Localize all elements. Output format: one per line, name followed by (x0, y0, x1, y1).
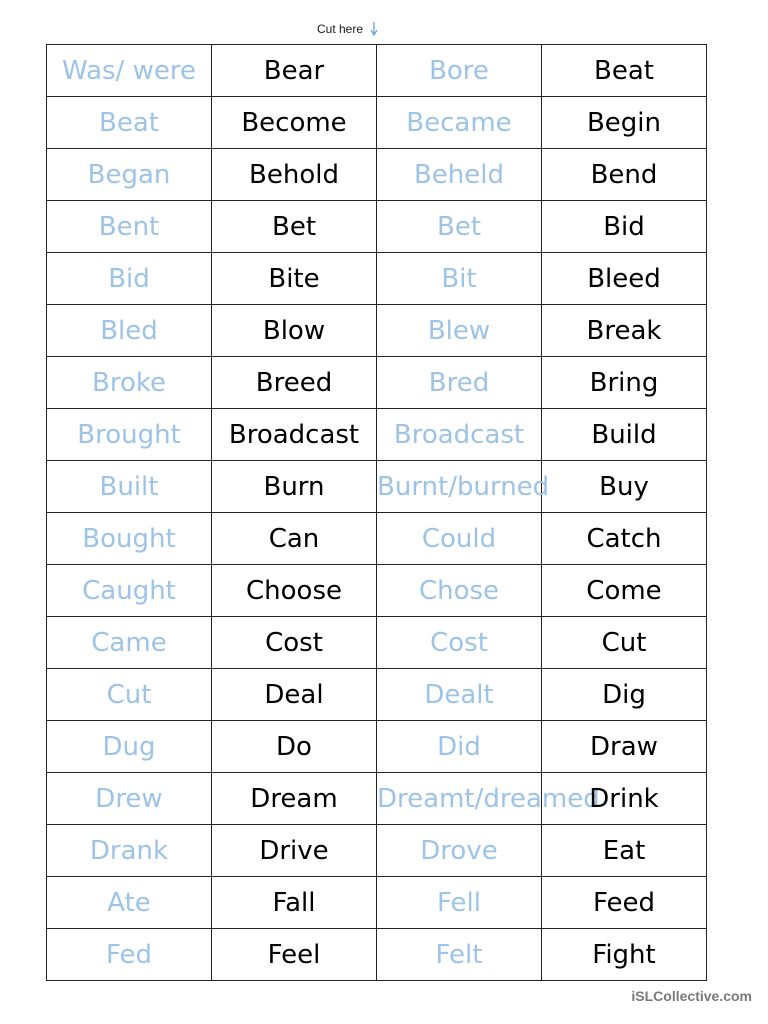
table-row (47, 357, 707, 409)
base-form-cell: Bring (542, 357, 707, 409)
table-row (47, 461, 707, 513)
base-form-cell: Deal (212, 669, 377, 721)
past-tense-cell: Bid (47, 253, 212, 305)
base-form-cell: Bend (542, 149, 707, 201)
past-tense-cell: Bred (377, 357, 542, 409)
past-tense-cell: Fell (377, 877, 542, 929)
base-form-cell: Cut (542, 617, 707, 669)
table-row (47, 409, 707, 461)
past-tense-cell: Broke (47, 357, 212, 409)
past-tense-cell: Cut (47, 669, 212, 721)
base-form-cell: Buy (542, 461, 707, 513)
base-form-cell: Drive (212, 825, 377, 877)
base-form-cell: Beat (542, 45, 707, 97)
cut-here-note (317, 20, 379, 38)
past-tense-cell: Built (47, 461, 212, 513)
past-tense-cell: Did (377, 721, 542, 773)
past-tense-cell: Bit (377, 253, 542, 305)
table-row (47, 149, 707, 201)
table-row (47, 929, 707, 981)
arrow-down-icon (369, 21, 379, 37)
base-form-cell: Broadcast (212, 409, 377, 461)
table-row (47, 45, 707, 97)
base-form-cell: Bid (542, 201, 707, 253)
past-tense-cell: Broadcast (377, 409, 542, 461)
past-tense-cell: Ate (47, 877, 212, 929)
past-tense-cell: Drove (377, 825, 542, 877)
table-row (47, 513, 707, 565)
base-form-cell: Bet (212, 201, 377, 253)
watermark: iSLCollective.com (631, 988, 752, 1004)
past-tense-cell: Dealt (377, 669, 542, 721)
base-form-cell: Dig (542, 669, 707, 721)
past-tense-cell: Came (47, 617, 212, 669)
verb-card-table (46, 44, 707, 981)
past-tense-cell: Dreamt/dreamed (377, 773, 542, 825)
past-tense-cell: Beheld (377, 149, 542, 201)
past-tense-cell: Could (377, 513, 542, 565)
past-tense-cell: Cost (377, 617, 542, 669)
past-tense-cell: Blew (377, 305, 542, 357)
past-tense-cell: Fed (47, 929, 212, 981)
base-form-cell: Do (212, 721, 377, 773)
table-row (47, 721, 707, 773)
past-tense-cell: Bent (47, 201, 212, 253)
base-form-cell: Bear (212, 45, 377, 97)
past-tense-cell: Felt (377, 929, 542, 981)
past-tense-cell: Burnt/burned (377, 461, 542, 513)
base-form-cell: Catch (542, 513, 707, 565)
base-form-cell: Choose (212, 565, 377, 617)
base-form-cell: Burn (212, 461, 377, 513)
past-tense-cell: Bore (377, 45, 542, 97)
base-form-cell: Begin (542, 97, 707, 149)
base-form-cell: Bleed (542, 253, 707, 305)
past-tense-cell: Began (47, 149, 212, 201)
table-row (47, 97, 707, 149)
base-form-cell: Blow (212, 305, 377, 357)
past-tense-cell: Beat (47, 97, 212, 149)
past-tense-cell: Chose (377, 565, 542, 617)
base-form-cell: Breed (212, 357, 377, 409)
base-form-cell: Feed (542, 877, 707, 929)
past-tense-cell: Brought (47, 409, 212, 461)
table-row (47, 305, 707, 357)
past-tense-cell: Drank (47, 825, 212, 877)
base-form-cell: Draw (542, 721, 707, 773)
table-row (47, 825, 707, 877)
base-form-cell: Break (542, 305, 707, 357)
base-form-cell: Fight (542, 929, 707, 981)
table-row (47, 565, 707, 617)
past-tense-cell: Dug (47, 721, 212, 773)
base-form-cell: Behold (212, 149, 377, 201)
base-form-cell: Eat (542, 825, 707, 877)
base-form-cell: Dream (212, 773, 377, 825)
table-row (47, 253, 707, 305)
base-form-cell: Bite (212, 253, 377, 305)
base-form-cell: Fall (212, 877, 377, 929)
table-row (47, 201, 707, 253)
table-row (47, 877, 707, 929)
base-form-cell: Can (212, 513, 377, 565)
base-form-cell: Build (542, 409, 707, 461)
past-tense-cell: Drew (47, 773, 212, 825)
past-tense-cell: Bought (47, 513, 212, 565)
past-tense-cell: Became (377, 97, 542, 149)
past-tense-cell: Bet (377, 201, 542, 253)
base-form-cell: Become (212, 97, 377, 149)
base-form-cell: Drink (542, 773, 707, 825)
base-form-cell: Cost (212, 617, 377, 669)
cut-here-label: Cut here (317, 22, 364, 36)
past-tense-cell: Was/ were (47, 45, 212, 97)
table-row (47, 617, 707, 669)
table-row (47, 669, 707, 721)
table-row (47, 773, 707, 825)
base-form-cell: Come (542, 565, 707, 617)
base-form-cell: Feel (212, 929, 377, 981)
past-tense-cell: Caught (47, 565, 212, 617)
past-tense-cell: Bled (47, 305, 212, 357)
